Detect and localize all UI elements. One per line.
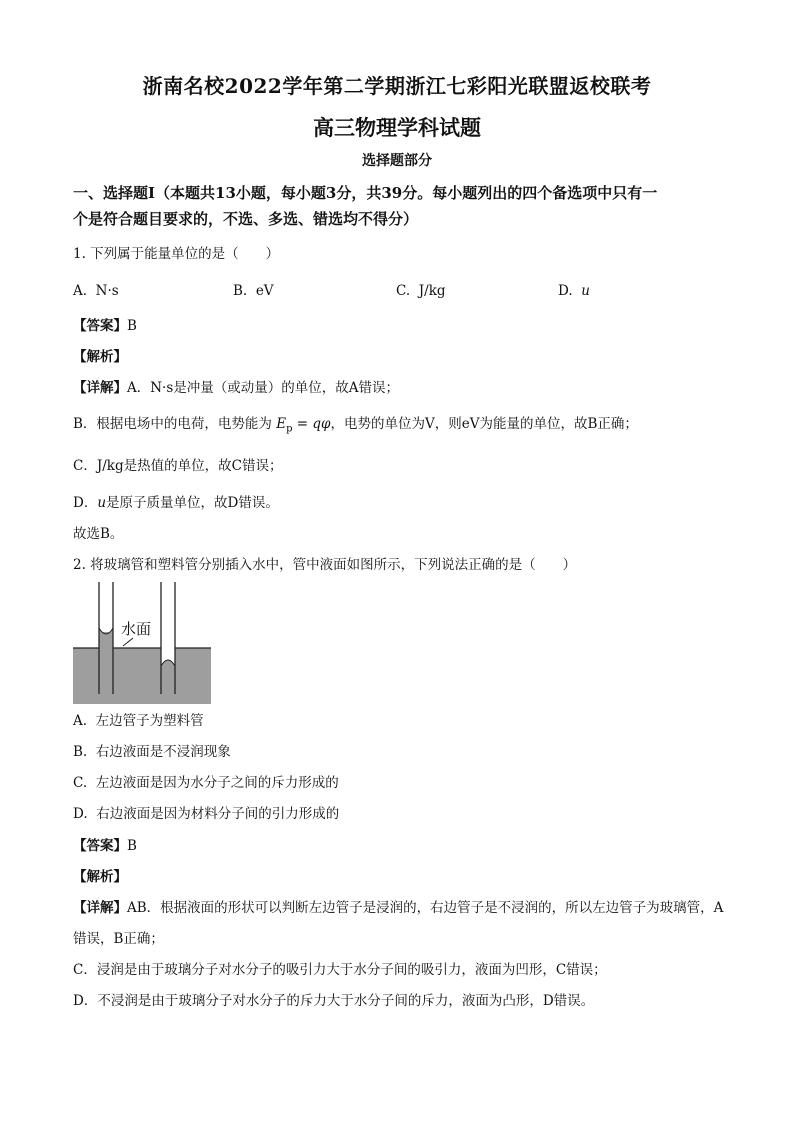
q1-answer-value: B xyxy=(127,318,137,334)
q2-option-a-letter: A. xyxy=(73,713,88,729)
q2-option-b-letter: B. xyxy=(73,744,88,760)
tube-water-figure xyxy=(73,582,213,706)
q2-detail-ab-cont: 错误，B正确； xyxy=(73,931,164,947)
q1-detail-d-text: 是原子质量单位，故D错误。 xyxy=(106,495,279,511)
section-heading xyxy=(73,180,723,232)
q1-option-c-letter: C. xyxy=(396,283,411,299)
q2-option-a xyxy=(73,711,204,731)
q1-option-c xyxy=(396,281,446,301)
section-heading-line2: 个是符合题目要求的，不选、多选、错选均不得分） xyxy=(73,210,419,228)
q1-option-d-letter: D. xyxy=(558,283,573,299)
q2-option-b xyxy=(73,742,231,762)
q2-detail-ab-text: AB．根据液面的形状可以判断左边管子是浸润的，右边管子是不浸润的，所以左边管子为玻璃管，A xyxy=(127,900,724,916)
q2-detail-c: C．浸润是由于玻璃分子对水分子的吸引力大于水分子间的吸引力，液面为凹形，C错误； xyxy=(73,962,607,978)
q1-detail-b xyxy=(73,414,638,440)
right-tube-water xyxy=(161,666,175,704)
section-title: 选择题部分 xyxy=(362,153,432,169)
q2-answer xyxy=(73,836,137,856)
q1-detail-d xyxy=(73,493,279,513)
q1-option-d-text: u xyxy=(581,283,590,299)
q2-analysis-tag: 【解析】 xyxy=(73,869,127,885)
q2-answer-tag: 【答案】 xyxy=(73,838,127,854)
q2-option-d-letter: D. xyxy=(73,806,88,822)
q1-option-d xyxy=(558,281,590,301)
water-region xyxy=(73,648,211,704)
formula-sub-p: p xyxy=(286,423,293,435)
q1-answer-tag: 【答案】 xyxy=(73,318,127,334)
q2-option-b-text: 右边液面是不浸润现象 xyxy=(95,744,231,760)
q1-detail-a-text: A．N·s是冲量（或动量）的单位，故A错误； xyxy=(127,380,400,396)
q1-option-a xyxy=(73,281,119,301)
section-heading-line1: 一、选择题Ⅰ（本题共13小题，每小题3分，共39分。每小题列出的四个备选项中只有一 xyxy=(73,184,658,202)
tube-diagram xyxy=(73,582,213,706)
q2-option-d xyxy=(73,804,339,824)
q1-option-c-text: J/kg xyxy=(418,283,446,299)
question-1-stem: 1. 下列属于能量单位的是（ ） xyxy=(73,246,280,262)
q1-detail-d-prefix: D． xyxy=(73,495,98,511)
q1-detail-b-pre: B．根据电场中的电荷，电势能为 xyxy=(73,416,272,432)
q1-option-b-text: eV xyxy=(255,283,274,299)
q2-answer-value: B xyxy=(127,838,137,854)
q2-option-c-letter: C. xyxy=(73,775,88,791)
q1-option-b-letter: B. xyxy=(233,283,248,299)
q1-analysis-tag: 【解析】 xyxy=(73,349,127,365)
formula-e: E xyxy=(276,416,287,432)
q2-option-a-text: 左边管子为塑料管 xyxy=(95,713,204,729)
water-surface-label: 水面 xyxy=(121,620,152,638)
q1-option-a-letter: A. xyxy=(73,283,88,299)
q2-detail-ab xyxy=(73,898,723,918)
q2-option-d-text: 右边液面是因为材料分子间的引力形成的 xyxy=(96,806,340,822)
formula-rest: = qφ xyxy=(292,416,331,432)
exam-subtitle: 高三物理学科试题 xyxy=(313,115,481,140)
q2-option-c xyxy=(73,773,339,793)
q1-conclusion: 故选B。 xyxy=(73,526,124,542)
q2-option-c-text: 左边液面是因为水分子之间的斥力形成的 xyxy=(95,775,339,791)
q1-option-b xyxy=(233,281,274,301)
q2-detail-tag: 【详解】 xyxy=(73,900,127,916)
q1-detail-a xyxy=(73,378,399,398)
q1-detail-b-post: ，电势的单位为V，则eV为能量的单位，故B正确； xyxy=(330,416,638,432)
q2-detail-d: D．不浸润是由于玻璃分子对水分子的斥力大于水分子间的斥力，液面为凸形，D错误。 xyxy=(73,993,595,1009)
left-tube-air xyxy=(99,582,113,634)
label-leader-line xyxy=(123,638,133,646)
left-tube-water xyxy=(99,632,113,704)
exam-title: 浙南名校2022学年第二学期浙江七彩阳光联盟返校联考 xyxy=(142,74,652,98)
q1-detail-b-formula xyxy=(276,416,331,435)
question-2-stem: 2. 将玻璃管和塑料管分别插入水中，管中液面如图所示，下列说法正确的是（ ） xyxy=(73,557,577,573)
q1-detail-d-symbol: u xyxy=(97,495,107,511)
q1-option-a-text: N·s xyxy=(95,283,119,299)
q1-answer xyxy=(73,316,137,336)
q1-detail-c: C．J/kg是热值的单位，故C错误； xyxy=(73,458,283,474)
q1-detail-tag: 【详解】 xyxy=(73,380,127,396)
